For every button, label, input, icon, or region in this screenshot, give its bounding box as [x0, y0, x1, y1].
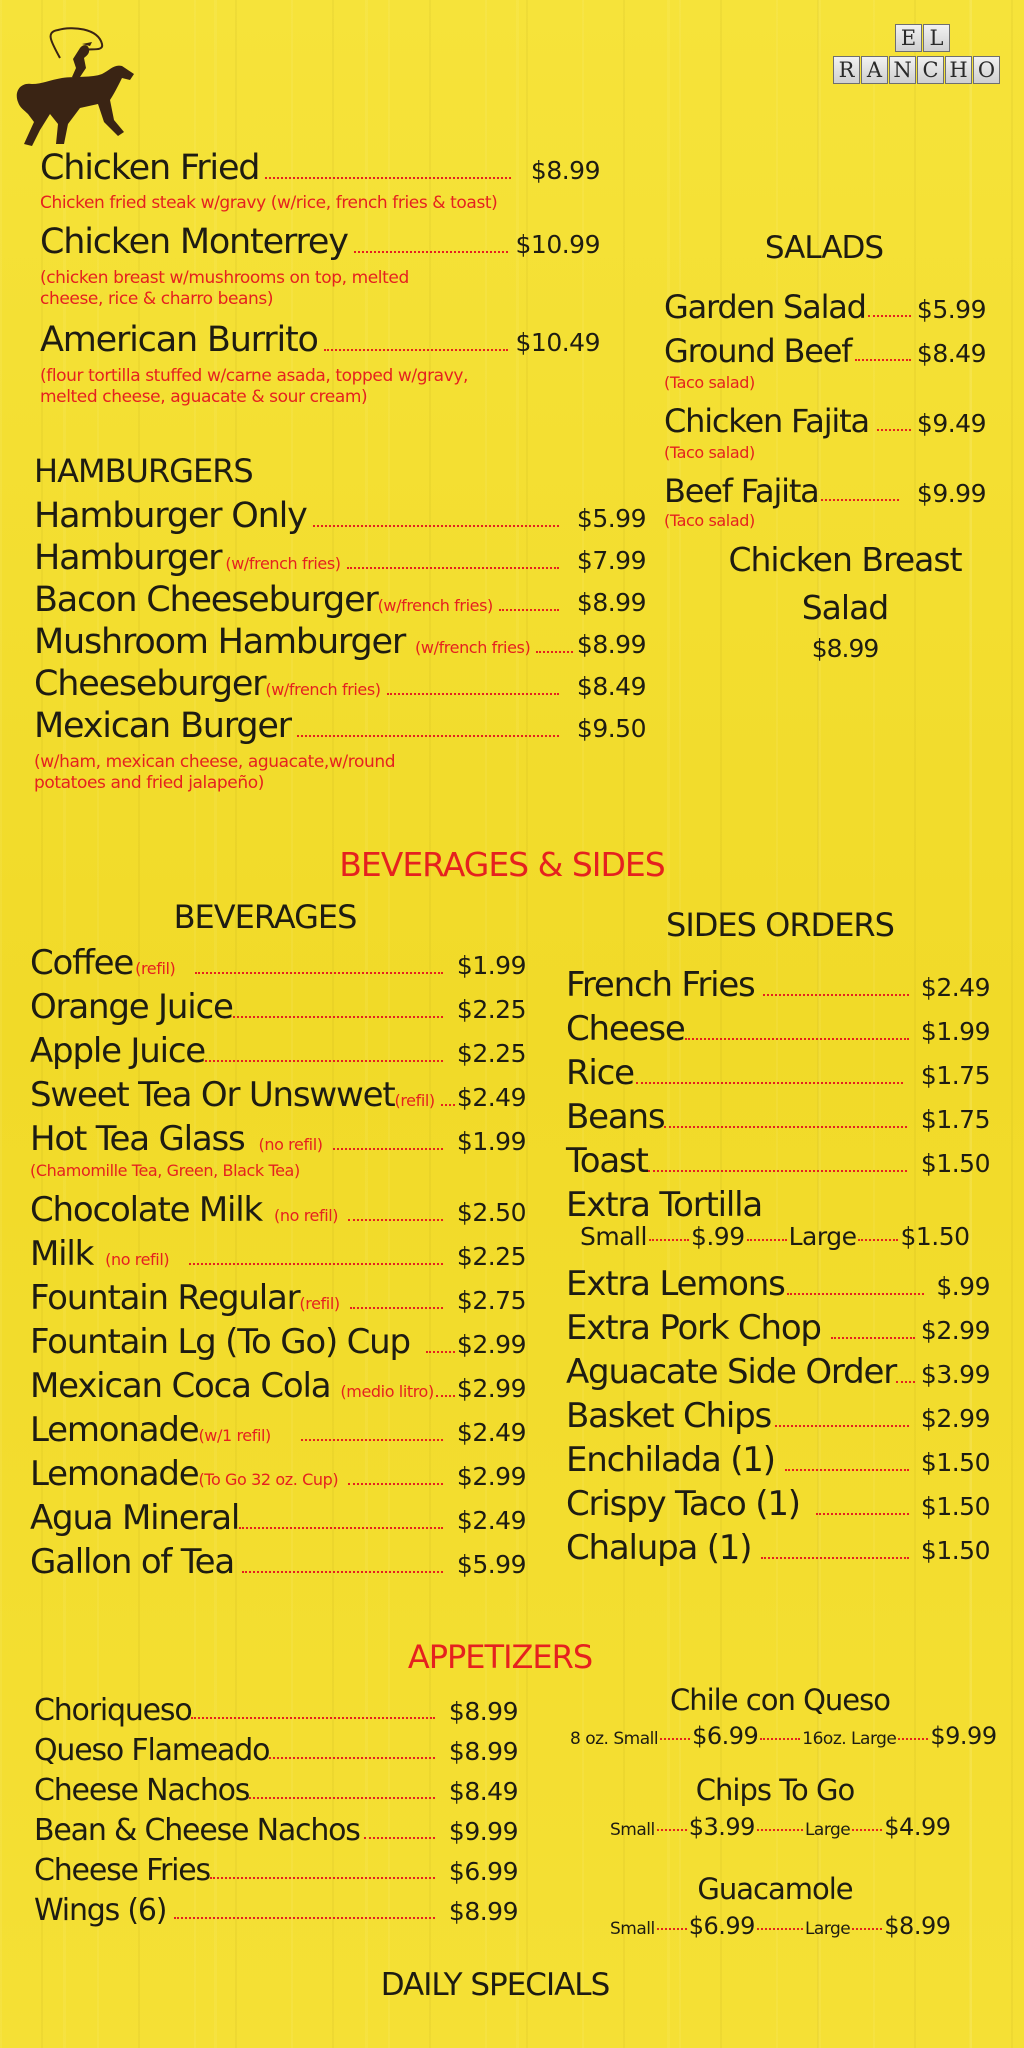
- dot-leader: [441, 1104, 455, 1106]
- dot-leader: [821, 499, 899, 501]
- menu-item: [30, 1454, 526, 1494]
- menu-item: [664, 402, 986, 440]
- dot-leader: [816, 1513, 909, 1515]
- item-price: $3.99: [920, 1360, 990, 1389]
- item-note: (no refil): [105, 1250, 170, 1269]
- item-price: $2.99: [456, 1462, 526, 1491]
- item-price: $2.99: [456, 1374, 526, 1403]
- dot-leader: [877, 429, 911, 431]
- item-note: (w/french fries): [265, 680, 381, 699]
- item-name: Basket Chips: [566, 1396, 772, 1436]
- brand-letter-tile: A: [861, 56, 888, 84]
- menu-item: [34, 1733, 518, 1768]
- menu-item: [34, 1853, 518, 1888]
- item-name: Bean & Cheese Nachos: [34, 1813, 360, 1848]
- item-note: (To Go 32 oz. Cup): [198, 1470, 339, 1489]
- dot-leader: [297, 735, 559, 737]
- item-name: Orange Juice: [30, 987, 233, 1027]
- item-price: $9.50: [576, 714, 646, 743]
- dot-leader: [191, 1717, 434, 1719]
- horse-rider-icon: [10, 20, 136, 148]
- menu-item: [34, 538, 646, 578]
- brand-letter-tile: O: [973, 56, 1000, 84]
- item-price: $.99: [936, 1272, 990, 1301]
- item-price: $5.99: [576, 504, 646, 533]
- item-name: French Fries: [566, 965, 755, 1005]
- item-price: $2.25: [456, 1242, 526, 1271]
- dot-leader: [174, 1917, 435, 1919]
- item-price: $6.99: [448, 1857, 518, 1886]
- item-price: $9.49: [916, 409, 986, 438]
- item-price: $10.99: [515, 230, 600, 259]
- guacamole-sizes: [610, 1912, 951, 1940]
- dot-leader: [265, 177, 511, 179]
- item-name: Hamburger Only: [34, 496, 307, 536]
- item-name: Gallon of Tea: [30, 1542, 234, 1582]
- dot-leader: [775, 1425, 909, 1427]
- item-name: Bacon Cheeseburger: [34, 580, 378, 620]
- item-description: (Chamomille Tea, Green, Black Tea): [30, 1161, 300, 1180]
- item-note: (refil): [394, 1091, 435, 1110]
- item-name: Cheese Nachos: [34, 1773, 250, 1808]
- item-name: Mexican Coca Cola: [30, 1366, 331, 1406]
- item-price: $2.25: [456, 995, 526, 1024]
- item-name: Crispy Taco (1): [566, 1484, 800, 1524]
- chile-con-queso-sizes: [570, 1722, 997, 1750]
- item-note: (w/french fries): [377, 596, 493, 615]
- item-name: Beans: [566, 1097, 665, 1137]
- dot-leader: [761, 1557, 909, 1559]
- dot-leader: [364, 1837, 435, 1839]
- item-name: Cheeseburger: [34, 664, 266, 704]
- dot-leader: [210, 1877, 435, 1879]
- dot-leader: [664, 1126, 907, 1128]
- section-title-sides: SIDES ORDERS: [666, 906, 894, 944]
- item-note: (no refil): [274, 1206, 339, 1225]
- chicken-breast-salad: [690, 536, 1000, 666]
- item-name: Chicken Fried: [40, 148, 260, 188]
- brand-line-1: [895, 24, 1013, 52]
- item-name: Enchilada (1): [566, 1440, 775, 1480]
- item-price: $1.99: [920, 1017, 990, 1046]
- brand-line-2: [833, 56, 1013, 84]
- extra-tortilla-name: Extra Tortilla: [566, 1185, 763, 1225]
- item-price: $2.75: [456, 1286, 526, 1315]
- item-name: Sweet Tea Or Unswwet: [30, 1075, 395, 1115]
- item-price: $5.99: [916, 295, 986, 324]
- brand-letter-tile: L: [923, 24, 950, 52]
- item-name: Milk: [30, 1234, 94, 1274]
- item-price: $5.99: [456, 1550, 526, 1579]
- item-name: Ground Beef: [664, 332, 852, 370]
- menu-item: [30, 1075, 526, 1115]
- item-name: Mexican Burger: [34, 706, 291, 746]
- brand-letter-tile: N: [889, 56, 916, 84]
- item-price: $2.99: [920, 1404, 990, 1433]
- dot-leader: [868, 315, 911, 317]
- item-description: [34, 752, 395, 794]
- dot-leader: [763, 994, 909, 996]
- item-price: $8.49: [916, 339, 986, 368]
- dot-leader: [757, 1829, 803, 1831]
- menu-item: [566, 1528, 990, 1568]
- special-line: Chicken Breast: [728, 540, 962, 579]
- item-name: Beef Fajita: [664, 472, 819, 510]
- size-price: $.99: [690, 1222, 745, 1251]
- section-title-appetizers: APPETIZERS: [407, 1638, 593, 1676]
- dot-leader: [858, 1239, 898, 1241]
- item-name: Mushroom Hamburger: [34, 622, 406, 662]
- menu-item: [34, 622, 646, 662]
- menu-item: [40, 320, 600, 360]
- desc-line: (flour tortilla stuffed w/carne asada, topped w/gravy,: [40, 366, 469, 386]
- item-name: American Burrito: [40, 320, 318, 360]
- item-note: (refil): [135, 959, 176, 978]
- dot-leader: [387, 693, 559, 695]
- menu-item: [566, 1141, 990, 1181]
- menu-item: [30, 1366, 526, 1406]
- item-price: $2.99: [920, 1316, 990, 1345]
- size-price: $8.99: [884, 1912, 951, 1940]
- menu-item: [34, 1693, 518, 1728]
- size-price: $3.99: [688, 1813, 755, 1841]
- dot-leader: [324, 349, 508, 351]
- menu-item: [566, 1308, 990, 1348]
- dot-leader: [660, 1738, 690, 1740]
- item-name: Extra Lemons: [566, 1264, 785, 1304]
- desc-line: (w/ham, mexican cheese, aguacate,w/round: [34, 752, 396, 772]
- desc-line: melted cheese, aguacate & sour cream): [40, 387, 368, 407]
- menu-item: [40, 148, 600, 188]
- menu-item: [566, 1396, 990, 1436]
- menu-item: [30, 1031, 526, 1071]
- dot-leader: [760, 1738, 800, 1740]
- dot-leader: [242, 1571, 443, 1573]
- dot-leader: [239, 1527, 443, 1529]
- dot-leader: [249, 1797, 435, 1799]
- extra-tortilla-sizes: [580, 1222, 990, 1251]
- item-price: $8.49: [448, 1777, 518, 1806]
- item-price: $2.49: [920, 973, 990, 1002]
- item-name: Extra Pork Chop: [566, 1308, 821, 1348]
- dot-leader: [301, 1439, 443, 1441]
- item-name: Aguacate Side Order: [566, 1352, 896, 1392]
- item-price: $1.50: [920, 1492, 990, 1521]
- menu-item: [566, 1009, 990, 1049]
- menu-item: [34, 496, 646, 536]
- item-note: (w/french fries): [225, 554, 341, 573]
- item-price: $8.99: [448, 1737, 518, 1766]
- item-price: $1.50: [920, 1448, 990, 1477]
- item-name: Queso Flameado: [34, 1733, 270, 1768]
- menu-item: [566, 1352, 990, 1392]
- item-price: $7.99: [576, 546, 646, 575]
- chips-to-go-title: Chips To Go: [695, 1773, 855, 1807]
- item-note: (w/1 refil): [198, 1426, 271, 1445]
- item-name: Cheese Fries: [34, 1853, 210, 1888]
- menu-item: [566, 1053, 990, 1093]
- item-price: $1.50: [920, 1536, 990, 1565]
- dot-leader: [648, 1170, 907, 1172]
- section-title-beverages-sides: BEVERAGES & SIDES: [339, 845, 665, 884]
- guacamole-title: Guacamole: [697, 1872, 853, 1906]
- desc-line: cheese, rice & charro beans): [40, 289, 274, 309]
- item-subnote: (Taco salad): [664, 511, 755, 530]
- item-price: $2.25: [456, 1039, 526, 1068]
- dot-leader: [333, 1148, 443, 1150]
- item-price: $1.75: [920, 1061, 990, 1090]
- dot-leader: [636, 1082, 903, 1084]
- item-price: $9.99: [448, 1817, 518, 1846]
- menu-item: [34, 1813, 518, 1848]
- item-price: $1.99: [456, 1127, 526, 1156]
- dot-leader: [747, 1239, 787, 1241]
- item-price: $1.99: [456, 951, 526, 980]
- dot-leader: [855, 359, 911, 361]
- chile-con-queso-title: Chile con Queso: [670, 1683, 890, 1717]
- item-note: (medio litro): [340, 1382, 434, 1401]
- item-price: $1.50: [920, 1149, 990, 1178]
- menu-item: [34, 1893, 518, 1928]
- dot-leader: [348, 1483, 443, 1485]
- dot-leader: [195, 972, 443, 974]
- size-price: $9.99: [930, 1722, 997, 1750]
- desc-line: (chicken breast w/mushrooms on top, melted: [40, 268, 409, 288]
- dot-leader: [657, 1928, 687, 1930]
- menu-item: [566, 1264, 990, 1304]
- menu-item: [34, 1773, 518, 1808]
- size-label: 8 oz. Small: [570, 1729, 659, 1749]
- size-label: 16oz. Large: [802, 1729, 897, 1749]
- dot-leader: [350, 1307, 443, 1309]
- item-name: Apple Juice: [30, 1031, 206, 1071]
- item-name: Chicken Fajita: [664, 402, 869, 440]
- section-title-salads: SALADS: [764, 230, 884, 266]
- item-price: $2.99: [456, 1330, 526, 1359]
- item-price: $8.99: [448, 1697, 518, 1726]
- dot-leader: [898, 1738, 928, 1740]
- menu-item: [34, 706, 646, 746]
- item-name: Agua Mineral: [30, 1498, 240, 1538]
- menu-item: [664, 288, 986, 326]
- dot-leader: [787, 1293, 925, 1295]
- dot-leader: [831, 1337, 915, 1339]
- section-title-daily-specials: DAILY SPECIALS: [380, 1967, 610, 2003]
- menu-item: [566, 1097, 990, 1137]
- brand-letter-tile: C: [917, 56, 944, 84]
- item-name: Rice: [566, 1053, 634, 1093]
- item-price: $1.75: [920, 1105, 990, 1134]
- brand-logo: [833, 24, 1013, 84]
- dot-leader: [269, 1757, 435, 1759]
- size-label: Small: [610, 1820, 655, 1840]
- dot-leader: [785, 1469, 909, 1471]
- menu-item: [30, 1190, 526, 1230]
- menu-item: [566, 965, 990, 1005]
- item-price: $8.99: [576, 588, 646, 617]
- desc-line: potatoes and fried jalapeño): [34, 773, 264, 793]
- special-line: Salad: [801, 588, 889, 627]
- dot-leader: [189, 1263, 443, 1265]
- menu-item: [34, 580, 646, 620]
- item-description: [40, 268, 409, 310]
- dot-leader: [436, 1395, 455, 1397]
- item-name: Fountain Lg (To Go) Cup: [30, 1322, 410, 1362]
- size-label: Large: [804, 1820, 851, 1840]
- dot-leader: [685, 1038, 909, 1040]
- menu-item: [566, 1440, 990, 1480]
- menu-item: [30, 1119, 526, 1159]
- item-name: Hot Tea Glass: [30, 1119, 245, 1159]
- item-note: (refil): [299, 1294, 340, 1313]
- dot-leader: [233, 1016, 443, 1018]
- menu-item: [34, 664, 646, 704]
- dot-leader: [499, 609, 559, 611]
- dot-leader: [347, 567, 559, 569]
- menu-item: [30, 1322, 526, 1362]
- size-label: Large: [788, 1222, 857, 1251]
- size-price: $4.99: [884, 1813, 951, 1841]
- item-name: Lemonade: [30, 1410, 199, 1450]
- menu-item: [664, 472, 986, 510]
- item-price: $9.99: [916, 479, 986, 508]
- item-name: Wings (6): [34, 1893, 167, 1928]
- item-price: $8.99: [576, 630, 646, 659]
- size-label: Small: [610, 1919, 655, 1939]
- menu-item: [40, 222, 600, 262]
- item-subnote: (Taco salad): [664, 373, 755, 392]
- item-name: Chicken Monterrey: [40, 222, 348, 262]
- item-note: (no refil): [258, 1135, 323, 1154]
- item-subnote: (Taco salad): [664, 443, 755, 462]
- size-label: Large: [804, 1919, 851, 1939]
- dot-leader: [657, 1829, 687, 1831]
- menu-item: [566, 1484, 990, 1524]
- item-name: Garden Salad: [664, 288, 866, 326]
- item-name: Lemonade: [30, 1454, 199, 1494]
- item-name: Chocolate Milk: [30, 1190, 263, 1230]
- size-price: $1.50: [900, 1222, 970, 1251]
- dot-leader: [205, 1060, 443, 1062]
- item-note: (w/french fries): [415, 638, 531, 657]
- brand-letter-tile: R: [833, 56, 860, 84]
- dot-leader: [536, 651, 573, 653]
- dot-leader: [348, 1219, 443, 1221]
- dot-leader: [426, 1351, 455, 1353]
- item-name: Toast: [566, 1141, 648, 1181]
- chips-to-go-sizes: [610, 1813, 951, 1841]
- menu-item: [30, 943, 526, 983]
- size-label: Small: [580, 1222, 647, 1251]
- dot-leader: [852, 1928, 882, 1930]
- menu-item: [30, 1410, 526, 1450]
- section-title-beverages: BEVERAGES: [173, 898, 357, 936]
- dot-leader: [649, 1239, 689, 1241]
- brand-letter-tile: E: [895, 24, 922, 52]
- dot-leader: [354, 251, 508, 253]
- dot-leader: [757, 1928, 803, 1930]
- menu-item: [30, 1234, 526, 1274]
- menu-item: [30, 1542, 526, 1582]
- dot-leader: [896, 1381, 915, 1383]
- item-price: $8.49: [576, 672, 646, 701]
- item-name: Cheese: [566, 1009, 685, 1049]
- menu-item: [664, 332, 986, 370]
- item-description: [40, 366, 468, 408]
- item-price: $8.99: [448, 1897, 518, 1926]
- item-name: Coffee: [30, 943, 134, 983]
- menu-item: [30, 987, 526, 1027]
- dot-leader: [852, 1829, 882, 1831]
- item-price: $8.99: [811, 634, 879, 663]
- item-price: $2.49: [456, 1083, 526, 1112]
- item-name: Chalupa (1): [566, 1528, 752, 1568]
- item-price: $2.49: [456, 1506, 526, 1535]
- section-title-hamburgers: HAMBURGERS: [34, 452, 253, 490]
- brand-letter-tile: H: [945, 56, 972, 84]
- size-price: $6.99: [688, 1912, 755, 1940]
- menu-item: [30, 1498, 526, 1538]
- item-price: $2.49: [456, 1418, 526, 1447]
- item-name: Hamburger: [34, 538, 222, 578]
- item-price: $2.50: [456, 1198, 526, 1227]
- item-name: Choriqueso: [34, 1693, 192, 1728]
- item-price: $10.49: [515, 328, 600, 357]
- menu-item: [30, 1278, 526, 1318]
- item-name: Fountain Regular: [30, 1278, 300, 1318]
- item-price: $8.99: [530, 156, 600, 185]
- dot-leader: [313, 525, 559, 527]
- size-price: $6.99: [692, 1722, 759, 1750]
- item-description: Chicken fried steak w/gravy (w/rice, french fries & toast): [40, 193, 498, 213]
